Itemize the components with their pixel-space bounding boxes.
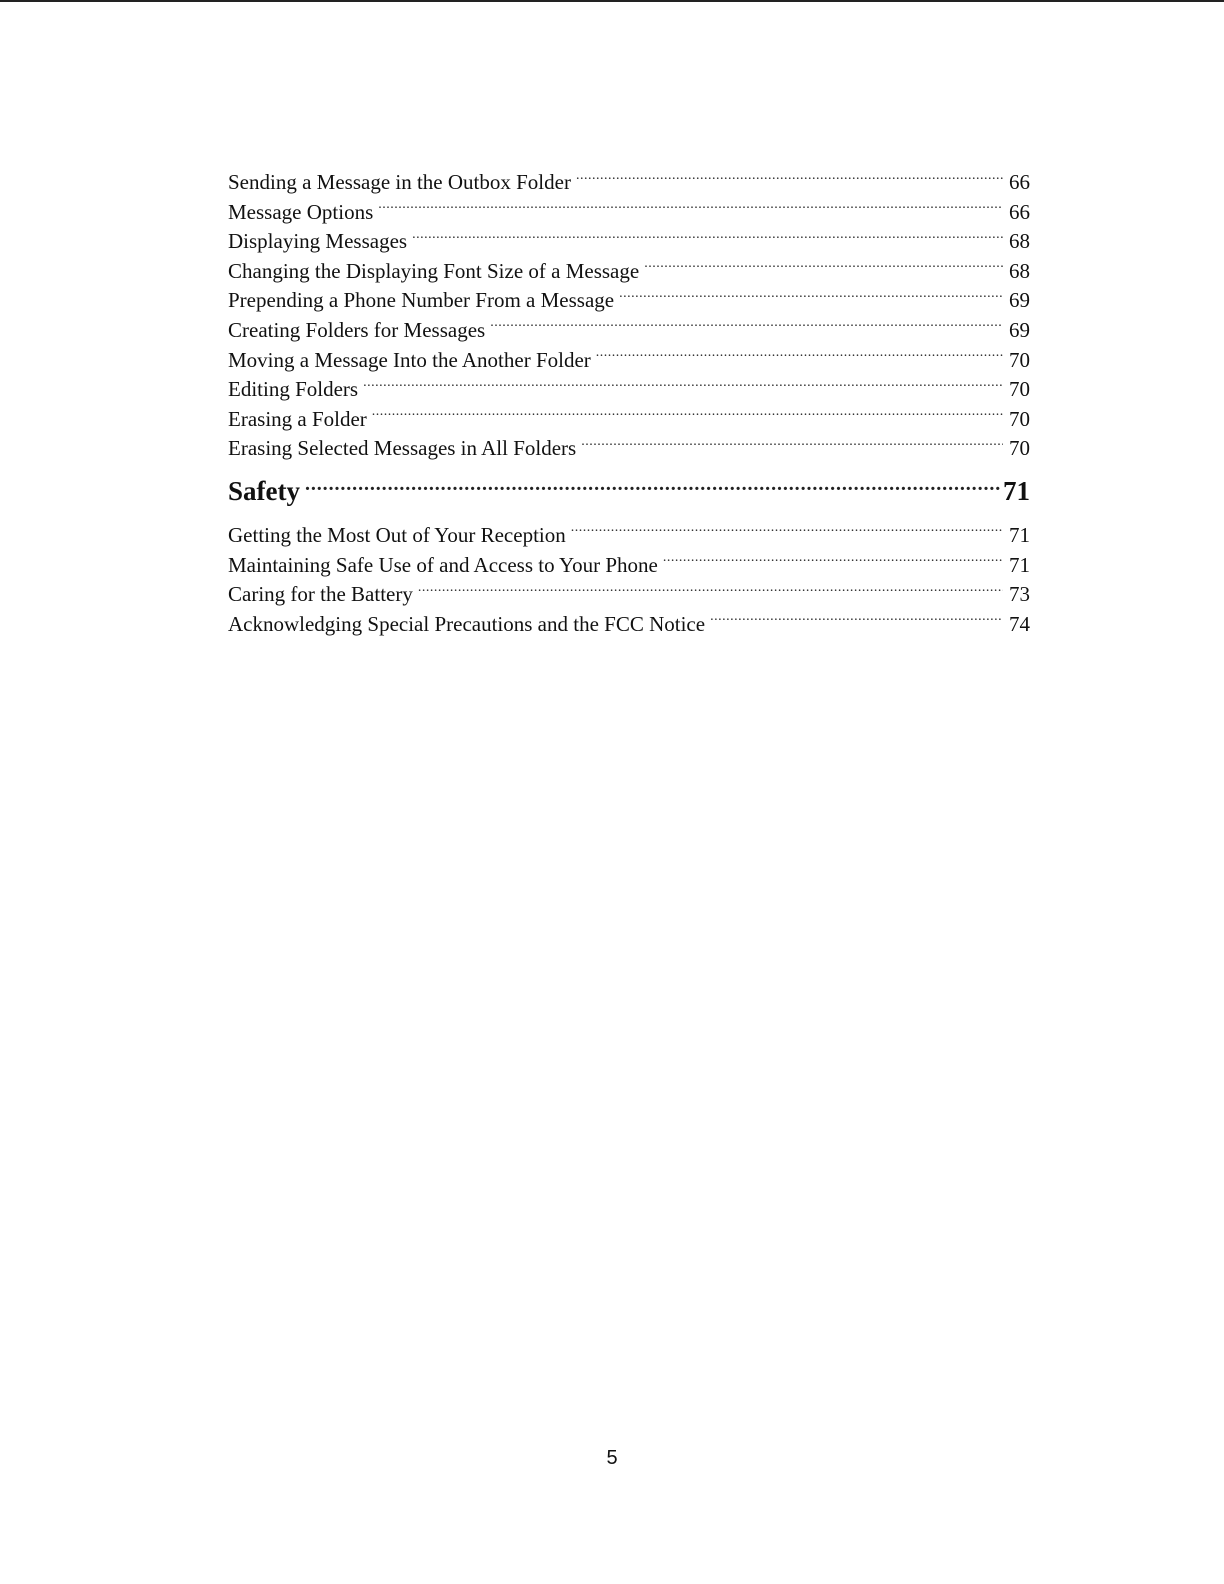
toc-entry-title: Moving a Message Into the Another Folder — [228, 347, 591, 372]
toc-entry-title: Acknowledging Special Precautions and the FCC Notice — [228, 611, 706, 636]
dot-leader — [305, 473, 1000, 500]
toc-entry[interactable] — [228, 168, 1030, 198]
toc-entry-page: 74 — [1009, 611, 1030, 636]
toc-entry[interactable] — [228, 346, 1030, 376]
dot-leader — [372, 405, 1003, 426]
toc-entry[interactable] — [228, 580, 1030, 610]
toc-entry-page: 69 — [1009, 317, 1030, 342]
dot-leader — [663, 551, 1003, 572]
toc-entry-title: Changing the Displaying Font Size of a Message — [228, 258, 640, 283]
toc-entry[interactable] — [228, 521, 1030, 551]
dot-leader — [596, 346, 1003, 367]
dot-leader — [576, 168, 1003, 189]
toc-entry[interactable] — [228, 286, 1030, 316]
dot-leader — [378, 198, 1003, 219]
toc-entry-title: Creating Folders for Messages — [228, 317, 486, 342]
toc-entry[interactable] — [228, 375, 1030, 405]
dot-leader — [644, 257, 1003, 278]
dot-leader — [619, 286, 1003, 307]
toc-entry-page: 73 — [1009, 582, 1030, 607]
dot-leader — [710, 610, 1003, 631]
dot-leader — [581, 434, 1003, 455]
toc-entry[interactable] — [228, 610, 1030, 640]
table-of-contents — [228, 168, 1030, 639]
dot-leader — [418, 580, 1003, 601]
page-number: 5 — [606, 1447, 618, 1469]
toc-entry[interactable] — [228, 434, 1030, 464]
toc-entry-page: 71 — [1009, 522, 1030, 547]
toc-entry-title: Prepending a Phone Number From a Message — [228, 288, 615, 313]
toc-entry-page: 70 — [1009, 347, 1030, 372]
toc-entry[interactable] — [228, 405, 1030, 435]
top-rule — [0, 0, 1224, 2]
toc-entry-page: 70 — [1009, 406, 1030, 431]
toc-entry-title: Displaying Messages — [228, 229, 408, 254]
toc-entry-page: 68 — [1009, 258, 1030, 283]
toc-entry[interactable] — [228, 257, 1030, 287]
toc-section-page: 71 — [1003, 475, 1030, 506]
toc-entry-title: Message Options — [228, 199, 374, 224]
toc-entry[interactable] — [228, 551, 1030, 581]
toc-section-heading[interactable] — [228, 473, 1030, 507]
toc-entry-title: Getting the Most Out of Your Reception — [228, 522, 566, 547]
toc-entry-title: Erasing a Folder — [228, 406, 367, 431]
toc-entry-title: Caring for the Battery — [228, 582, 413, 607]
toc-entry[interactable] — [228, 198, 1030, 228]
dot-leader — [412, 227, 1003, 248]
toc-entry-title: Sending a Message in the Outbox Folder — [228, 170, 571, 194]
dot-leader — [490, 316, 1003, 337]
toc-entry-title: Maintaining Safe Use of and Access to Your Phone — [228, 552, 658, 577]
toc-entry-title: Erasing Selected Messages in All Folders — [228, 436, 577, 461]
toc-entry-page: 66 — [1009, 170, 1030, 194]
toc-entry-page: 68 — [1009, 229, 1030, 254]
toc-entry[interactable] — [228, 227, 1030, 257]
dot-leader — [363, 375, 1003, 396]
toc-entry-page: 70 — [1009, 436, 1030, 461]
toc-section-title: Safety — [228, 475, 300, 506]
toc-entry-title: Editing Folders — [228, 377, 359, 402]
toc-entry-page: 69 — [1009, 288, 1030, 313]
dot-leader — [571, 521, 1003, 542]
toc-entry-page: 70 — [1009, 377, 1030, 402]
toc-entry-page: 71 — [1009, 552, 1030, 577]
toc-entry-page: 66 — [1009, 199, 1030, 224]
toc-entry[interactable] — [228, 316, 1030, 346]
